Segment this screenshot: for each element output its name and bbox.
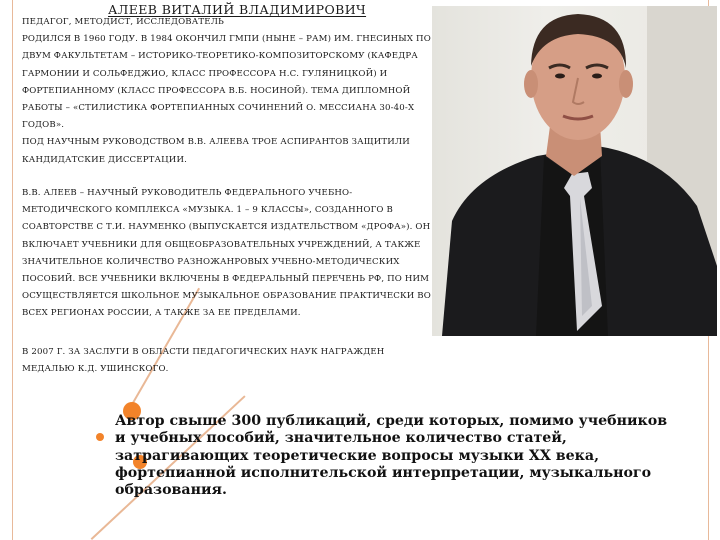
summary-text: Автор свыше 300 публикаций, среди которых, помимо учебников и учебных пособий, значительное количество статей, затрагивающих теоретические вопросы музыки XX века, фортепианной исполнительской интерпретации, музыкального образования. [115, 413, 668, 499]
bio-block-2 [22, 185, 437, 323]
page-title: АЛЕЕВ ВИТАЛИЙ ВЛАДИМИРОВИЧ [108, 2, 367, 17]
bio-paragraph: ПЕДАГОГ, МЕТОДИСТ, ИССЛЕДОВАТЕЛЬ [22, 17, 224, 27]
left-frame-line [12, 0, 13, 540]
bio-paragraph: В.В. АЛЕЕВ – НАУЧНЫЙ РУКОВОДИТЕЛЬ ФЕДЕРАЛЬНОГО УЧЕБНО-МЕТОДИЧЕСКОГО КОМПЛЕКСА «МУЗЫКА. 1 – 9 КЛАССЫ», СОЗДАННОГО В СОАВТОРСТВЕ С Т.И. НАУМЕНКО (ВЫПУСКАЕТСЯ ИЗДАТЕЛЬСТВОМ «ДРОФА»). ОН ВКЛЮЧАЕТ УЧЕБНИКИ ДЛЯ ОБЩЕОБРАЗОВАТЕЛЬНЫХ УЧРЕЖДЕНИЙ, А ТАКЖЕ ЗНАЧИТЕЛЬНОЕ КОЛИЧЕСТВО РАЗНОЖАНРОВЫХ УЧЕБНО-МЕТОДИЧЕСКИХ ПОСОБИЙ. ВСЕ УЧЕБНИКИ ВКЛЮЧЕНЫ В ФЕДЕРАЛЬНЫЙ ПЕРЕЧЕНЬ РФ, ПО НИМ ОСУЩЕСТВЛЯЕТСЯ ШКОЛЬНОЕ МУЗЫКАЛЬНОЕ ОБРАЗОВАНИЕ ПРАКТИЧЕСКИ ВО ВСЕХ РЕГИОНАХ РОССИИ, А ТАКЖЕ ЗА ЕЕ ПРЕДЕЛАМИ. [22, 188, 431, 319]
decor-dot [96, 433, 104, 441]
bio-paragraph: В 2007 Г. ЗА ЗАСЛУГИ В ОБЛАСТИ ПЕДАГОГИЧЕСКИХ НАУК НАГРАЖДЕН МЕДАЛЬЮ К.Д. УШИНСКОГО. [22, 347, 385, 375]
portrait-photo [432, 6, 717, 336]
bio-block-3 [22, 344, 437, 378]
bio-paragraph: ПОД НАУЧНЫМ РУКОВОДСТВОМ В.В. АЛЕЕВА ТРОЕ АСПИРАНТОВ ЗАЩИТИЛИ КАНДИДАТСКИЕ ДИССЕРТАЦИИ. [22, 137, 410, 165]
bio-block-1 [22, 14, 437, 169]
bio-paragraph: РОДИЛСЯ В 1960 ГОДУ. В 1984 ОКОНЧИЛ ГМПИ (НЫНЕ – РАМ) ИМ. ГНЕСИНЫХ ПО ДВУМ ФАКУЛЬТЕТАМ – ИСТОРИКО-ТЕОРЕТИКО-КОМПОЗИТОРСКОМУ (КАФЕДРА ГАРМОНИИ И СОЛЬФЕДЖИО, КЛАСС ПРОФЕССОРА Н.С. ГУЛЯНИЦКОЙ) И ФОРТЕПИАННОМУ (КЛАСС ПРОФЕССОРА В.Б. НОСИНОЙ). ТЕМА ДИПЛОМНОЙ РАБОТЫ – «СТИЛИСТИКА ФОРТЕПИАННЫХ СОЧИНЕНИЙ О. МЕССИАНА 30-40-Х ГОДОВ». [22, 34, 431, 131]
portrait-illustration [432, 6, 717, 336]
